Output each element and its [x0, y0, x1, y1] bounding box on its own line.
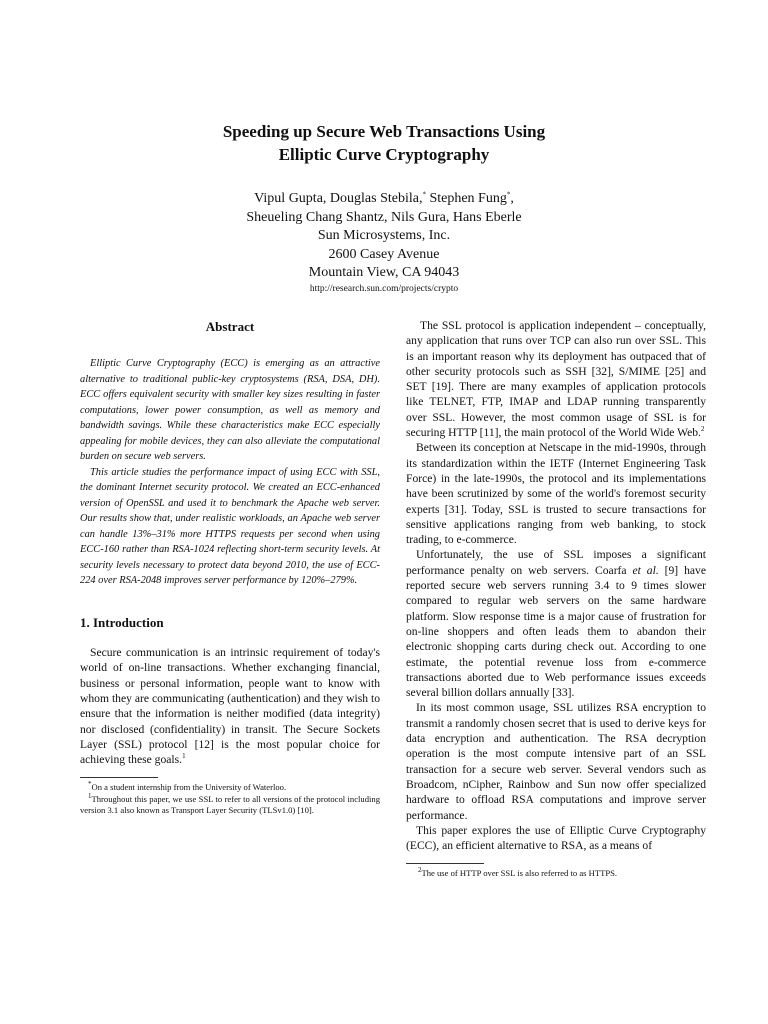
author-line-1	[0, 190, 768, 209]
footnotes-right	[406, 868, 706, 879]
authors-part: ,	[510, 191, 514, 206]
title-line-1: Speeding up Secure Web Transactions Using	[222, 122, 546, 141]
title-line-2: Elliptic Curve Cryptography	[278, 145, 490, 164]
footnote-1	[80, 791, 380, 816]
affiliation: Sun Microsystems, Inc.	[317, 228, 451, 244]
paragraph-text: Secure communication is an intrinsic requirement of today's world of on-line transactions. Whether exchanging financial, business or personal information, people want to know with whom they are communicating (authentication) and they wish to ensure that the information is neither modified (data integrity) nor disclosed (confidentiality) in transit. The Secure Sockets Layer (SSL) protocol [12] is the most popular choice for achieving these goals.	[80, 646, 380, 767]
footnote-marker: 1	[88, 791, 92, 800]
footnote-marker: *	[506, 190, 511, 199]
footnote-text: The use of HTTP over SSL is also referred to as HTTPS.	[421, 868, 618, 879]
paragraph-text: The SSL protocol is application independent – conceptually, any application that runs over TCP can also run over SSL. This is an important reason why its deployment has outpaced that of other security protocols such as SSH [32], S/MIME [25] and SET [19]. There are many examples of application protocols like TELNET, FTP, IMAP and LDAP running transparently over SSL. However, the most common usage of SSL is for securing HTTP [11], the main protocol of the World Wide Web.	[406, 319, 706, 440]
body-paragraph-3	[406, 547, 706, 700]
project-url: http://research.sun.com/projects/crypto	[309, 284, 459, 294]
abstract-body	[80, 356, 380, 589]
citation-etal: et al.	[632, 563, 659, 577]
abstract-heading: Abstract	[205, 319, 255, 334]
footnote-marker: *	[422, 190, 426, 199]
author-line-2: Sheueling Chang Shantz, Nils Gura, Hans Eberle	[246, 209, 522, 225]
body-paragraph-2: Between its conception at Netscape in the mid-1990s, through its standardization within the IETF (Internet Engineering Task Force) in the late-1990s, the protocol and its implementations have been scrutinized by some of the world's foremost security experts [31]. Today, SSL is trusted to secure transactions for sensitive applications ranging from web banking, to stock trading, to e-commerce.	[406, 441, 706, 547]
footnote-marker: 2	[700, 425, 705, 434]
footnote-marker: *	[88, 780, 92, 789]
footnote-text: On a student internship from the University of Waterloo.	[91, 782, 287, 793]
footnote-marker: 2	[418, 866, 422, 875]
footnotes-left	[80, 782, 380, 816]
abstract-paragraph-1: Elliptic Curve Cryptography (ECC) is emerging as an attractive alternative to traditional public-key cryptosystems (RSA, DSA, DH). ECC offers equivalent security with smaller key sizes resulting in faster computations, lower power consumption, as well as memory and bandwidth savings. While these characteristics make ECC especially appealing for mobile devices, they can also alleviate the computational burden on secure web servers.	[80, 358, 380, 463]
footnote-2	[406, 868, 706, 879]
paper-title	[0, 120, 768, 166]
body-paragraph-1	[406, 318, 706, 440]
authors-part: Stephen Fung	[425, 191, 507, 206]
introduction-heading: 1. Introduction	[80, 614, 164, 630]
abstract-paragraph-2: This article studies the performance impact of using ECC with SSL, the dominant Internet security protocol. We created an ECC-enhanced version of OpenSSL and used it to benchmark the Apache web server. Our results show that, under realistic workloads, an Apache web server can handle 13%–31% more HTTPS requests per second when using ECC-160 rather than RSA-1024 reflecting short-term security levels. At security levels necessary to protect data beyond 2010, the use of ECC-224 over RSA-2048 improves server performance by 120%–279%.	[80, 466, 380, 587]
paragraph-text: Unfortunately, the use of SSL imposes a significant performance penalty on web servers. Coarfa	[406, 548, 706, 577]
right-column	[406, 318, 706, 880]
footnote-divider	[80, 777, 158, 778]
body-paragraph-5: This paper explores the use of Elliptic Curve Cryptography (ECC), an efficient alternative to RSA, as a means of	[406, 823, 706, 853]
address-line-1: 2600 Casey Avenue	[328, 246, 440, 262]
paragraph-text: [9] have reported secure web servers running 3.4 to 9 times slower compared to regular web servers on the same hardware platform. Slow response time is a major cause of frustration for on-line shoppers and often leads them to abandon their electronic shopping carts during check out. According to one estimate, the potential revenue loss from e-commerce transactions aborted due to Web performance issues exceeds several billion dollars annually [33].	[406, 563, 706, 700]
address-line-2: Mountain View, CA 94043	[308, 265, 460, 281]
author-block	[0, 190, 768, 283]
footnote-star	[80, 782, 380, 793]
footnote-marker: 1	[182, 752, 186, 761]
left-column	[80, 318, 380, 816]
footnote-divider	[406, 863, 484, 864]
footnote-text: Throughout this paper, we use SSL to refer to all versions of the protocol including version 3.1 also known as Transport Layer Security (TLSv1.0) [10].	[80, 793, 380, 815]
authors-part: Vipul Gupta, Douglas Stebila,	[254, 191, 423, 206]
introduction-paragraph-1	[80, 645, 380, 767]
body-paragraph-4: In its most common usage, SSL utilizes RSA encryption to transmit a randomly chosen secret that is used to derive keys for data encryption and authentication. The RSA decryption operation is the most compute intensive part of an SSL transaction for a secure web server. Several vendors such as Broadcom, nCipher, Rainbow and Sun now offer specialized hardware to offload RSA computations and improve server performance.	[406, 701, 706, 822]
